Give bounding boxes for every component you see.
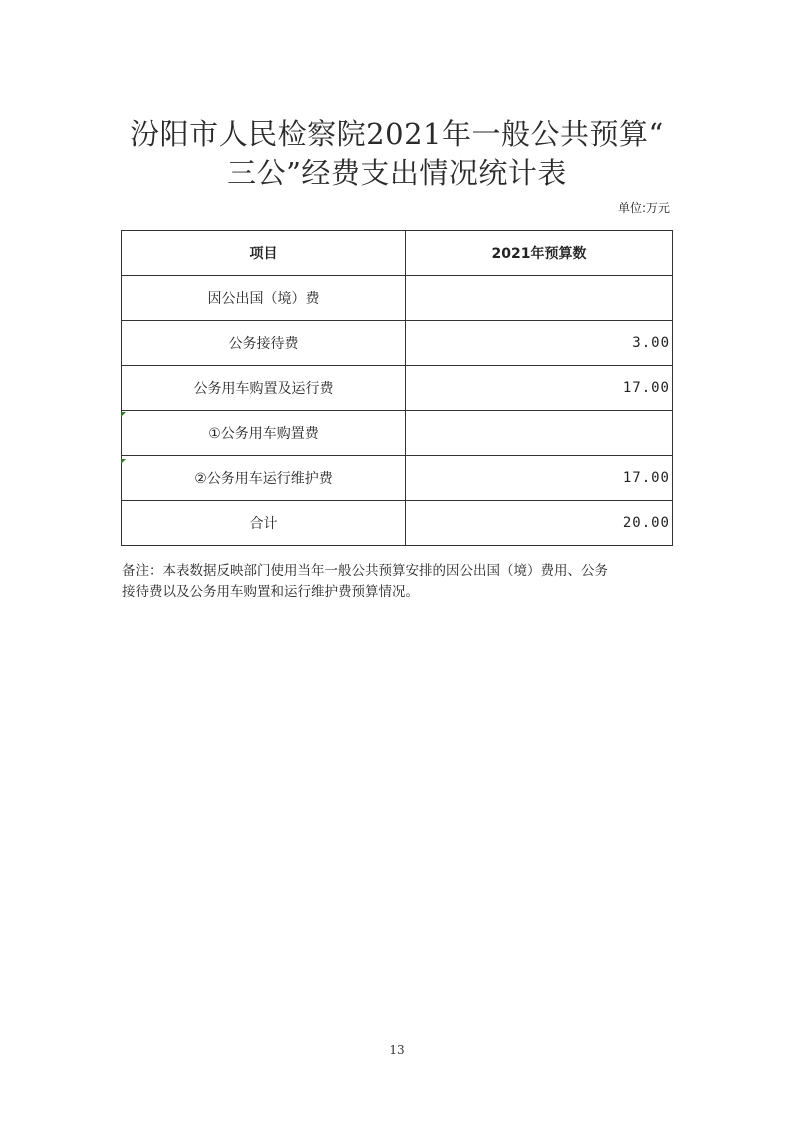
- row-item-value: 3.00: [406, 321, 673, 366]
- row-item-value: 20.00: [406, 501, 673, 546]
- document-title-line-2: 三公”经费支出情况统计表: [227, 156, 567, 190]
- note-line-2: 接待费以及公务用车购置和运行维护费预算情况。: [122, 584, 419, 600]
- row-item-label: 公务用车购置及运行费: [122, 366, 406, 411]
- table-header-row: [122, 231, 673, 276]
- note-line-1: 备注：本表数据反映部门使用当年一般公共预算安排的因公出国（境）费用、公务: [122, 563, 608, 579]
- row-item-value: [406, 276, 673, 321]
- row-item-label: ①公务用车购置费: [122, 411, 406, 456]
- row-item-value: [406, 411, 673, 456]
- document-title-line-1: 汾阳市人民检察院2021年一般公共预算“: [130, 117, 664, 151]
- table-row: [122, 456, 673, 501]
- table-row: [122, 411, 673, 456]
- unit-label: 单位:万元: [617, 201, 670, 215]
- row-item-label: 因公出国（境）费: [122, 276, 406, 321]
- row-item-label: 合计: [122, 501, 406, 546]
- row-item-label: ②公务用车运行维护费: [122, 456, 406, 501]
- table-row: [122, 321, 673, 366]
- table-row: [122, 276, 673, 321]
- row-item-label: 公务接待费: [122, 321, 406, 366]
- row-item-value: 17.00: [406, 366, 673, 411]
- header-item: 项目: [122, 231, 406, 276]
- cell-corner-mark-icon: [121, 412, 126, 417]
- header-budget: 2021年预算数: [406, 231, 673, 276]
- budget-table: [121, 230, 673, 546]
- table-note: [122, 561, 682, 603]
- page-number: 13: [389, 1043, 405, 1057]
- cell-corner-mark-icon: [121, 459, 126, 464]
- table-row: [122, 366, 673, 411]
- row-item-value: 17.00: [406, 456, 673, 501]
- table-row-total: [122, 501, 673, 546]
